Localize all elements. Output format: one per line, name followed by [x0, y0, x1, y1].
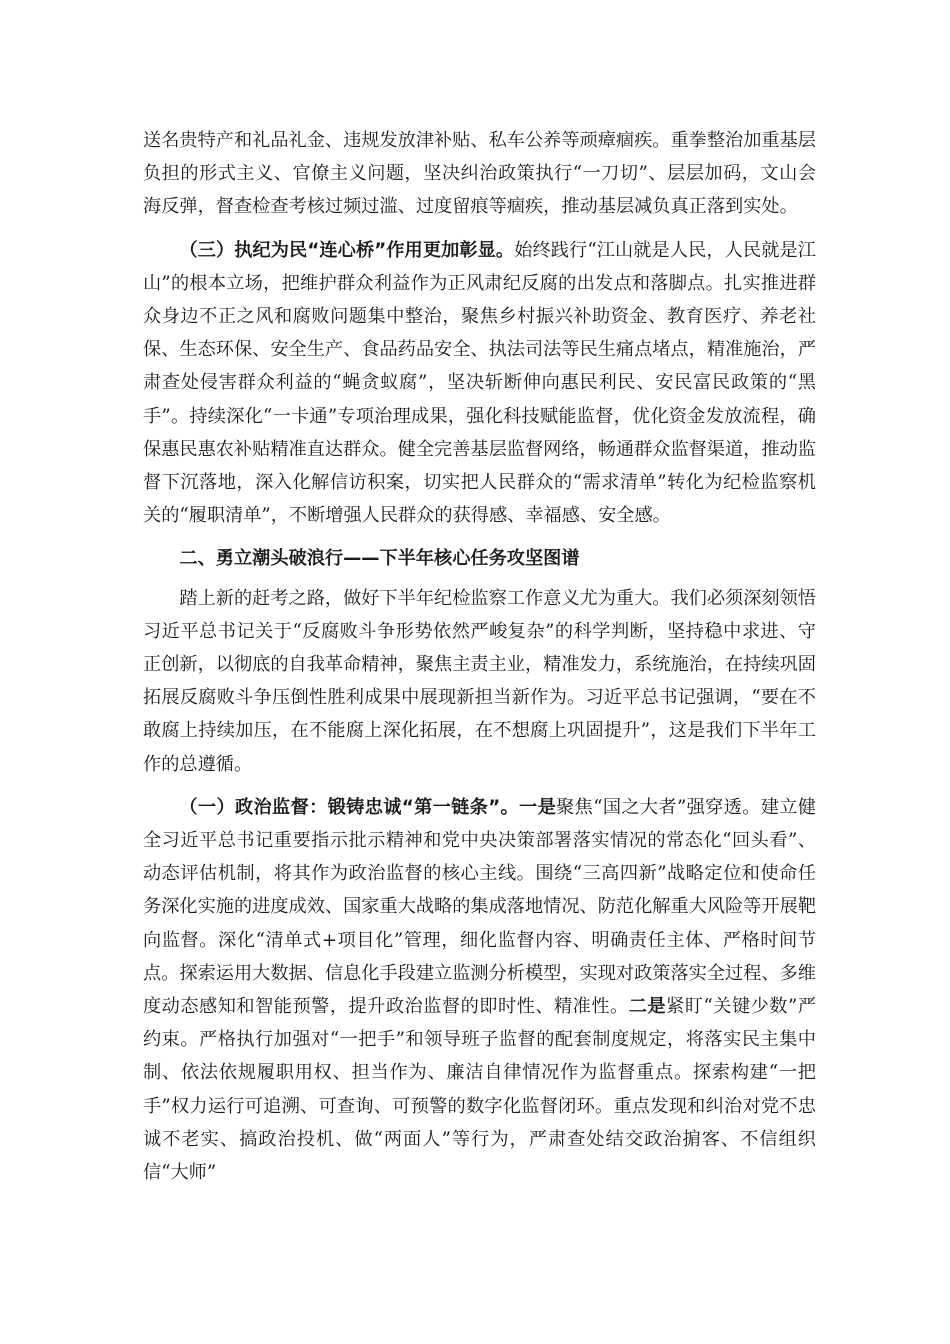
point-label-one: 一是	[519, 796, 557, 818]
point-label-two: 二是	[628, 996, 667, 1018]
paragraph-text: 踏上新的赶考之路，做好下半年纪检监察工作意义尤为重大。我们必须深刻领悟习近平总书记关于“反腐败斗争形势依然严峻复杂”的科学判断，坚持稳中求进、守正创新，以彻底的自我革命精神，聚焦主责主业，精准发力，系统施治，在持续巩固拓展反腐败斗争压倒性胜利成果中展现新担当新作为。习近平总书记强调，“要在不敢腐上持续加压，在不能腐上深化拓展，在不想腐上巩固提升”，这是我们下半年工作的总遵循。	[143, 587, 816, 775]
paragraph-political-supervision	[143, 791, 816, 1189]
section-heading: 二、勇立潮头破浪行——下半年核心任务攻坚图谱	[179, 548, 580, 570]
section-intro-paragraph	[143, 582, 816, 781]
point-text-one: 聚焦“国之大者”强穿透。建立健全习近平总书记重要指示批示精神和党中央决策部署落实情况的常态化“回头看”、动态评估机制，将其作为政治监督的核心主线。围绕“三高四新”战略定位和使命任务深化实施的进度成效、国家重大战略的集成落地情况、防范化解重大风险等开展靶向监督。深化“清单式+项目化”管理，细化监督内容、明确责任主体、严格时间节点。探索运用大数据、信息化手段建立监测分析模型，实现对政策落实全过程、多维度动态感知和智能预警，提升政治监督的即时性、精准性。	[143, 796, 816, 1018]
point-text-two: 紧盯“关键少数”严约束。严格执行加强对“一把手”和领导班子监督的配套制度规定，将落实民主集中制、依法依规履职用权、担当作为、廉洁自律情况作为监督重点。探索构建“一把手”权力运行可追溯、可查询、可预警的数字化监督闭环。重点发现和纠治对党不忠诚不老实、搞政治投机、做“两面人”等行为，严肃查处结交政治掮客、不信组织信“大师”	[143, 996, 816, 1184]
paragraph-lead: （一）政治监督：锻铸忠诚“第一链条”。	[179, 796, 520, 818]
paragraph-text: 始终践行“江山就是人民，人民就是江山”的根本立场，把维护群众利益作为正风肃纪反腐的出发点和落脚点。扎实推进群众身边不正之风和腐败问题集中整治，聚焦乡村振兴补助资金、教育医疗、养老社保、生态环保、安全生产、食品药品安全、执法司法等民生痛点堵点，精准施治，严肃查处侵害群众利益的“蝇贪蚁腐”，坚决斩断伸向惠民利民、安民富民政策的“黑手”。持续深化“一卡通”专项治理成果，强化科技赋能监督，优化资金发放流程，确保惠民惠农补贴精准直达群众。健全完善基层监督网络，畅通群众监督渠道，推动监督下沉落地，深入化解信访积案，切实把人民群众的“需求清单”转化为纪检监察机关的“履职清单”，不断增强人民群众的获得感、幸福感、安全感。	[143, 239, 816, 527]
paragraph-continuation	[143, 124, 816, 224]
paragraph-people-bridge	[143, 234, 816, 533]
paragraph-text: 送名贵特产和礼品礼金、违规发放津补贴、私车公养等顽瘴痼疾。重拳整治加重基层负担的形式主义、官僚主义问题，坚决纠治政策执行“一刀切”、层层加码，文山会海反弹，督查检查考核过频过滥、过度留痕等痼疾，推动基层减负真正落到实处。	[143, 130, 816, 218]
paragraph-lead: （三）执纪为民“连心桥”作用更加彰显。	[179, 239, 515, 261]
